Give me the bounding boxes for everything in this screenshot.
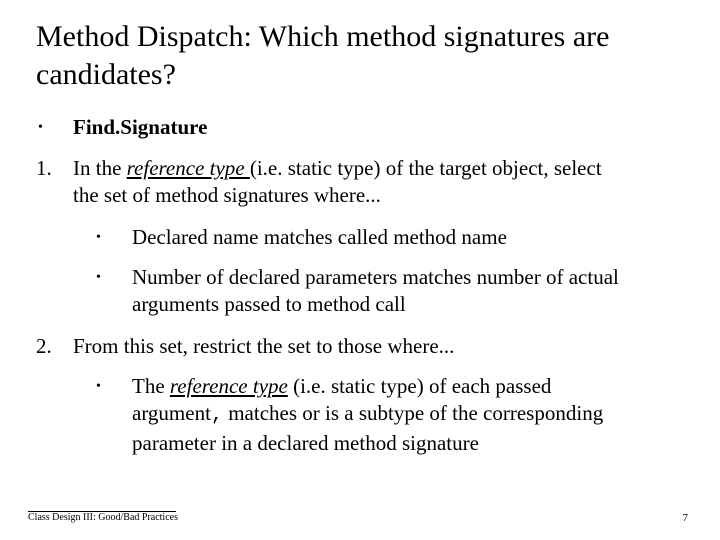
step-2-number: 2.	[36, 334, 52, 358]
footer-course-title: Class Design III: Good/Bad Practices	[28, 512, 178, 523]
subtype-text-rest: matches or is a subtype of the corresponding	[222, 401, 604, 425]
sub-bullet-marker: •	[96, 379, 101, 394]
step-1-text-before: In the	[73, 156, 127, 180]
sub-bullet-subtype-line-1	[132, 373, 551, 400]
step-1-line-1	[73, 155, 602, 182]
reference-type-term: reference type	[126, 156, 250, 180]
reference-type-term: reference type	[169, 374, 288, 398]
sub-bullet-param-count-line-2: arguments passed to method call	[132, 292, 406, 316]
sub-bullet-name-match: Declared name matches called method name	[132, 225, 507, 249]
slide-title: Method Dispatch: Which method signatures are candidates?	[36, 20, 610, 91]
step-1-text-after: (i.e. static type) of the target object, select	[249, 156, 602, 180]
sub-bullet-subtype-line-3: parameter in a declared method signature	[132, 431, 479, 455]
sub-bullet-marker: •	[96, 270, 101, 285]
sub-bullet-subtype-line-2	[132, 400, 603, 429]
section-heading: Find.Signature	[73, 115, 208, 139]
sub-bullet-param-count-line-1: Number of declared parameters matches number of actual	[132, 265, 619, 289]
subtype-text-after: (i.e. static type) of each passed	[287, 374, 552, 398]
step-1-number: 1.	[36, 156, 52, 180]
subtype-text-before: The	[132, 374, 170, 398]
step-1-line-2: the set of method signatures where...	[73, 183, 381, 207]
page-number: 7	[682, 512, 688, 524]
sub-bullet-marker: •	[96, 230, 101, 245]
argument-word: argument	[132, 401, 211, 425]
argument-comma: ,	[210, 404, 223, 427]
step-2-line-1: From this set, restrict the set to those where...	[73, 334, 455, 358]
bullet-marker: •	[38, 120, 43, 135]
